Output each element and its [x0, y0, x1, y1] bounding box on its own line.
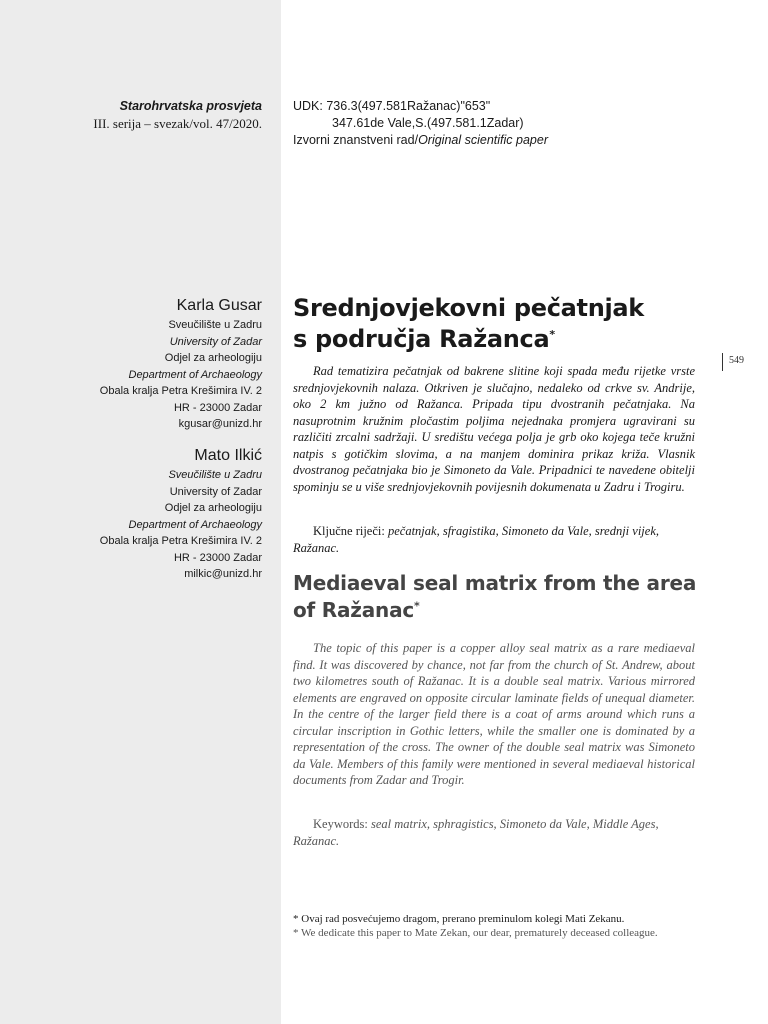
journal-series: III. serija – svezak/vol. 47/2020.: [93, 116, 262, 131]
affiliation-line: Odjel za arheologiju: [164, 502, 262, 514]
udk-line-1: UDK: 736.3(497.581Ražanac)"653": [293, 99, 491, 113]
title-hr-line-2: s područja Ražanca: [293, 325, 550, 353]
author-email[interactable]: kgusar@unizd.hr: [178, 418, 262, 430]
author-block-1: [100, 295, 262, 433]
udk-line-2: 347.61de Vale,S.(497.581.1Zadar): [332, 116, 524, 130]
author-block-2: [100, 445, 262, 583]
affiliation-line: HR - 23000 Zadar: [173, 401, 262, 414]
abstract-hr: Rad tematizira pečatnjak od bakrene slitine koji spada među rijetke vrste srednjovjekovnih nalaza. Otkriven je slučajno, nedaleko od crkve sv. Andrije, oko 2 km južno od Ražanca. Pripada tipu dvostranih pečatnjaka. Na nasuprotnim kružnim pločastim poljima nejednaka promjera ugravirani su različiti zrcalni sadržaji. U središtu većega polja je grb oko kojega teče kružni natpis s gotičkim slovima, a na manjem dominira prikaz križa. Vlasnik dvostranog pečatnjaka bio je Simoneto da Vale. Pripadnici te navedene obitelji spominju se u više srednjovjekovnih povijesnih dokumenata u Zadru i Trogiru.: [293, 364, 695, 494]
title-en-line-2: of Ražanac: [293, 598, 415, 622]
affiliation-line: Sveučilište u Zadru: [168, 319, 262, 331]
affiliation-line: University of Zadar: [169, 485, 262, 498]
affiliation-line: Sveučilište u Zadru: [168, 469, 262, 481]
keywords-en: [293, 816, 695, 849]
journal-info: [93, 98, 262, 132]
affiliation-line: University of Zadar: [169, 335, 262, 348]
footnote-hr: * Ovaj rad posvećujemo dragom, prerano preminulom kolegi Mati Zekanu.: [293, 913, 625, 925]
affiliation-line: Department of Archaeology: [128, 368, 262, 381]
footnote-mark: *: [549, 328, 555, 341]
title-hr-line-1: Srednjovjekovni pečatnjak: [293, 294, 644, 322]
keywords-hr: [293, 523, 695, 556]
affiliation-line: Obala kralja Petra Krešimira IV. 2: [99, 385, 262, 397]
article-title-hr: [293, 293, 644, 355]
affiliation-line: HR - 23000 Zadar: [173, 551, 262, 564]
footnote-mark: *: [414, 599, 420, 613]
article-title-en: [293, 570, 696, 624]
author-name: Karla Gusar: [176, 297, 262, 314]
footnote-en: * We dedicate this paper to Mate Zekan, our dear, prematurely deceased colleague.: [293, 927, 658, 939]
author-email[interactable]: milkic@unizd.hr: [184, 568, 262, 580]
keywords-list-hr: pečatnjak, sfragistika, Simoneto da Vale, srednji vijek, Ražanac.: [293, 524, 659, 555]
classification-block: [293, 98, 548, 149]
affiliation-line: Department of Archaeology: [128, 518, 262, 531]
keywords-label-en: Keywords:: [313, 817, 371, 831]
keywords-list-en: seal matrix, sphragistics, Simoneto da Vale, Middle Ages, Ražanac.: [293, 817, 659, 848]
title-en-line-1: Mediaeval seal matrix from the area: [293, 571, 697, 595]
journal-title: Starohrvatska prosvjeta: [119, 99, 262, 113]
page-number: 549: [729, 355, 744, 366]
paper-type: [293, 132, 548, 149]
paper-type-en: Original scientific paper: [418, 133, 548, 147]
affiliation-line: Odjel za arheologiju: [164, 352, 262, 364]
author-name: Mato Ilkić: [194, 447, 262, 464]
page-marker-line: [722, 353, 723, 371]
abstract-en: The topic of this paper is a copper alloy seal matrix as a rare mediaeval find. It was discovered by chance, not far from the church of St. Andrew, about two kilometres south of Ražanac. It is a double seal matrix. Various mirrored elements are engraved on opposite circular laminate fields of unequal diameter. In the centre of the larger field there is a coat of arms around which runs a circular inscription in Gothic letters, while the smaller one is dominated by a representation of the cross. The owner of the double seal matrix was Simoneto da Vale. Members of this family were mentioned in several mediaeval historical documents from Zadar and Trogir.: [293, 641, 695, 787]
footnotes: [293, 912, 713, 940]
keywords-label-hr: Ključne riječi:: [313, 524, 388, 538]
affiliation-line: Obala kralja Petra Krešimira IV. 2: [99, 535, 262, 547]
paper-type-hr: Izvorni znanstveni rad/: [293, 133, 419, 147]
